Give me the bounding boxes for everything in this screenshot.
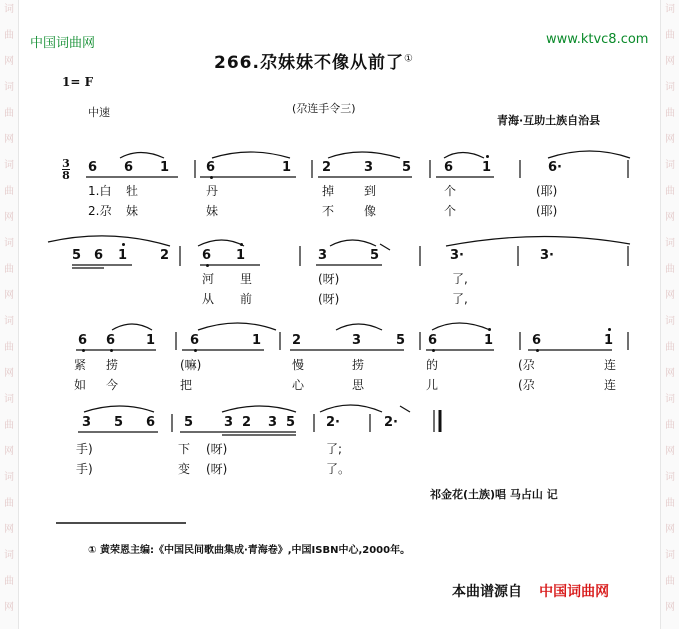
note: 2 [160, 248, 170, 263]
slur [336, 324, 382, 330]
note: 6 [78, 333, 88, 348]
slur [84, 406, 154, 412]
note: 6· [548, 160, 562, 175]
slur [444, 153, 484, 159]
footnote: ① 黄荣恩主编:《中国民间歌曲集成·青海卷》,中国ISBN中心,2000年。 [88, 545, 411, 556]
watermark-char: 词 [4, 394, 14, 405]
watermark-char: 曲 [665, 420, 675, 431]
note: 5 [370, 248, 380, 263]
watermark-char: 网 [665, 134, 675, 145]
source-line [452, 581, 609, 601]
lyric: 心 [292, 378, 305, 392]
watermark-char: 词 [665, 238, 675, 249]
note: 3 [268, 415, 278, 430]
note: 5 [72, 248, 82, 263]
note: 3 [224, 415, 234, 430]
note: 3 [352, 333, 362, 348]
lyric: (尕 [518, 378, 535, 392]
slur [112, 324, 152, 330]
note: 2· [384, 415, 398, 430]
lyric: 个 [444, 184, 457, 198]
watermark-char: 词 [4, 160, 14, 171]
watermark-char: 曲 [665, 498, 675, 509]
watermark-char: 词 [4, 550, 14, 561]
slur [446, 236, 630, 246]
lyric: 到 [364, 184, 377, 198]
watermark-char: 网 [4, 602, 14, 613]
watermark-char: 曲 [4, 420, 14, 431]
low-octave-dot [432, 349, 435, 352]
watermark-char: 词 [665, 472, 675, 483]
lyric: 像 [364, 204, 377, 218]
watermark-char: 词 [665, 4, 675, 15]
song-title-text: 266.尕妹妹不像从前了 [214, 53, 404, 73]
watermark-char: 网 [4, 56, 14, 67]
watermark-char: 网 [665, 212, 675, 223]
lyric: 河 [202, 272, 215, 286]
lyric: 里 [240, 272, 253, 286]
lyric: 从 [202, 292, 215, 306]
note: 5 [114, 415, 124, 430]
lyric: (嘛) [180, 358, 202, 372]
slur [198, 240, 244, 246]
watermark-char: 词 [665, 316, 675, 327]
slur [548, 151, 630, 158]
lyric: 连 [604, 358, 617, 372]
watermark-char: 网 [4, 446, 14, 457]
watermark-char: 词 [4, 316, 14, 327]
lyric: 掉 [322, 184, 335, 198]
lyric: 个 [444, 204, 457, 218]
lyric: 1.白 [88, 184, 112, 198]
note: 5 [402, 160, 412, 175]
watermark-char: 词 [4, 82, 14, 93]
watermark-char: 曲 [4, 342, 14, 353]
note: 1 [118, 248, 128, 263]
lyric: 紧 [74, 358, 87, 372]
watermark-char: 词 [665, 550, 675, 561]
note: 1 [146, 333, 156, 348]
watermark-char: 词 [665, 394, 675, 405]
lyric: 儿 [426, 378, 439, 392]
note: 3· [540, 248, 554, 263]
watermark-char: 网 [665, 290, 675, 301]
watermark-char: 词 [665, 82, 675, 93]
lyric: 思 [352, 378, 365, 392]
note: 1 [604, 333, 614, 348]
slur [120, 153, 164, 159]
lyric: 妹 [206, 204, 219, 218]
slur [198, 323, 276, 330]
song-subtitle: (尕连手令三) [292, 102, 356, 115]
slur [222, 406, 296, 412]
note: 3 [82, 415, 92, 430]
high-octave-dot [488, 328, 491, 331]
note: 6 [532, 333, 542, 348]
watermark-char: 曲 [4, 264, 14, 275]
watermark-char: 网 [665, 446, 675, 457]
performer-credit: 祁金花(土族)唱 马占山 记 [430, 488, 558, 501]
lyric: 了, [452, 292, 468, 306]
note: 5 [396, 333, 406, 348]
lyric: 捞 [106, 358, 119, 372]
note: 6 [94, 248, 104, 263]
lyric: (耶) [536, 184, 558, 198]
lyric: 了, [452, 272, 468, 286]
note: 1 [236, 248, 246, 263]
lyric: (呀) [206, 462, 228, 476]
slur [432, 323, 490, 330]
note: 6 [202, 248, 212, 263]
lyric: 前 [240, 292, 253, 306]
lyric: 了。 [326, 462, 351, 476]
lyric: 慢 [292, 358, 305, 372]
tempo-marking: 中速 [88, 106, 110, 119]
lyric: 变 [178, 462, 191, 476]
low-octave-dot [206, 264, 209, 267]
note: 3 [318, 248, 328, 263]
watermark-char: 曲 [4, 498, 14, 509]
watermark-char: 网 [665, 602, 675, 613]
watermark-char: 网 [4, 290, 14, 301]
note: 6 [124, 160, 134, 175]
watermark-char: 词 [4, 238, 14, 249]
lyric: 的 [426, 358, 439, 372]
title-footnote-mark: ① [403, 53, 414, 65]
key-signature: 1= F [62, 75, 94, 89]
site-url-right: www.ktvc8.com [546, 32, 649, 47]
lyric: 今 [106, 378, 119, 392]
high-octave-dot [122, 243, 125, 246]
slur [320, 405, 382, 412]
note: 5 [184, 415, 194, 430]
source-site: 中国词曲网 [539, 584, 610, 600]
lyric: 丹 [206, 184, 219, 198]
slur [330, 240, 376, 246]
note: 2· [326, 415, 340, 430]
watermark-char: 曲 [665, 108, 675, 119]
note: 5 [286, 415, 296, 430]
lyric: 手) [76, 462, 93, 476]
watermark-char: 网 [4, 134, 14, 145]
source-label: 本曲谱源自 [452, 584, 522, 600]
watermark-char: 曲 [665, 186, 675, 197]
lyric: (耶) [536, 204, 558, 218]
watermark-char: 网 [665, 524, 675, 535]
note: 1 [252, 333, 262, 348]
note: 6 [88, 160, 98, 175]
slur [328, 152, 400, 158]
lyric: 2.尕 [88, 204, 112, 218]
note: 6 [146, 415, 156, 430]
lyric: 连 [604, 378, 617, 392]
watermark-char: 曲 [665, 30, 675, 41]
watermark-char: 词 [4, 4, 14, 15]
note: 2 [322, 160, 332, 175]
high-octave-dot [240, 243, 243, 246]
watermark-char: 网 [665, 56, 675, 67]
watermark-char: 网 [4, 524, 14, 535]
low-octave-dot [194, 349, 197, 352]
lyric: (呀) [318, 272, 340, 286]
note: 2 [242, 415, 252, 430]
lyric: 牡 [126, 184, 139, 198]
watermark-char: 曲 [4, 186, 14, 197]
note: 6 [428, 333, 438, 348]
note: 1 [160, 160, 170, 175]
note: 6 [106, 333, 116, 348]
note: 6 [190, 333, 200, 348]
note: 3· [450, 248, 464, 263]
lyric: 把 [180, 378, 193, 392]
low-octave-dot [110, 349, 113, 352]
note: 6 [444, 160, 454, 175]
low-octave-dot [82, 349, 85, 352]
lyric: (呀) [318, 292, 340, 306]
high-octave-dot [486, 155, 489, 158]
watermark-char: 词 [4, 472, 14, 483]
note: 6 [206, 160, 216, 175]
site-name-left: 中国词曲网 [30, 36, 96, 51]
note: 1 [484, 333, 494, 348]
slur [48, 236, 170, 246]
lyric: 妹 [126, 204, 139, 218]
lyric: 如 [74, 378, 87, 392]
watermark-char: 曲 [4, 576, 14, 587]
time-sig-top: 3 [62, 157, 70, 170]
watermark-char: 网 [665, 368, 675, 379]
time-sig-bottom: 8 [62, 169, 70, 182]
slur [212, 152, 290, 158]
low-octave-dot [536, 349, 539, 352]
low-octave-dot [210, 176, 213, 179]
watermark-char: 曲 [4, 30, 14, 41]
lyric: (尕 [518, 358, 535, 372]
note: 2 [292, 333, 302, 348]
lyric: 了; [326, 442, 343, 456]
watermark-char: 曲 [665, 342, 675, 353]
note: 1 [282, 160, 292, 175]
lyric: 捞 [352, 358, 365, 372]
watermark-char: 曲 [4, 108, 14, 119]
note: 3 [364, 160, 374, 175]
watermark-char: 曲 [665, 576, 675, 587]
lyric: (呀) [206, 442, 228, 456]
watermark-char: 网 [4, 368, 14, 379]
high-octave-dot [608, 328, 611, 331]
watermark-char: 网 [4, 212, 14, 223]
watermark-char: 词 [665, 160, 675, 171]
lyric: 手) [76, 442, 93, 456]
song-origin: 青海·互助土族自治县 [497, 114, 601, 127]
lyric: 下 [178, 442, 191, 456]
note: 1 [482, 160, 492, 175]
watermark-char: 曲 [665, 264, 675, 275]
lyric: 不 [322, 204, 335, 218]
